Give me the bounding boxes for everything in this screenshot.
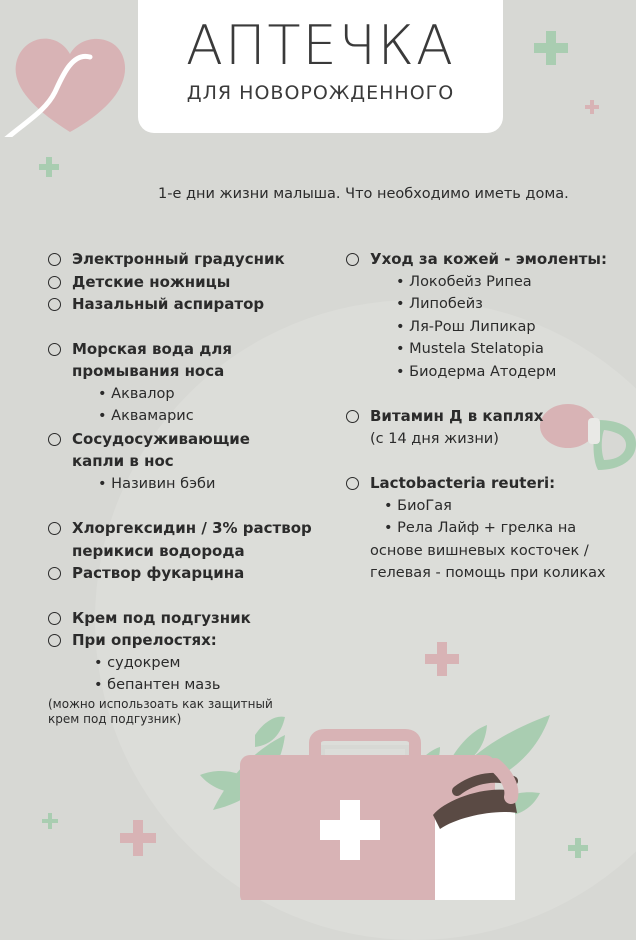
sub-item: • Аквалор [98, 385, 175, 402]
right-column [346, 248, 616, 585]
cross-icon [585, 100, 599, 114]
list-item: Хлоргексидин / 3% раствор перикиси водорода [48, 517, 338, 562]
first-aid-kit-illustration [195, 705, 555, 900]
page-title: АПТЕЧКА [186, 14, 455, 77]
sub-item: • бепантен мазь [94, 677, 221, 693]
circle-bullet-icon [346, 253, 359, 266]
list-item: Детские ножницы [48, 271, 338, 294]
sub-item-continuation: основе вишневых косточек / [370, 542, 589, 559]
circle-bullet-icon [48, 612, 61, 625]
cross-icon [568, 838, 588, 858]
sub-item: • Називин бэби [98, 475, 216, 492]
list-item: Lactobacteria reuteri: [346, 472, 616, 495]
list-item: Уход за кожей - эмоленты: [346, 248, 616, 271]
cross-icon [534, 31, 568, 65]
page-subtitle: ДЛЯ НОВОРОЖДЕННОГО [186, 82, 455, 104]
sub-item: • судокрем [94, 654, 181, 671]
circle-bullet-icon [346, 410, 359, 423]
sub-item: • Рела Лайф + грелка на [384, 520, 577, 536]
list-item: При опрелостях: [48, 629, 338, 652]
sub-item: • Липобейз [396, 296, 483, 312]
circle-bullet-icon [48, 276, 61, 289]
list-item: Сосудосуживающие капли в нос [48, 428, 338, 473]
left-column [48, 248, 338, 727]
circle-bullet-icon [346, 477, 359, 490]
list-item: Морская вода для промывания носа [48, 338, 338, 383]
intro-text: 1-е дни жизни малыша. Что необходимо иметь дома. [158, 186, 569, 202]
sub-item: • Ля-Рош Липикар [396, 318, 536, 335]
circle-bullet-icon [48, 343, 61, 356]
list-item: Электронный градусник [48, 248, 338, 271]
circle-bullet-icon [48, 253, 61, 266]
note-text: (с 14 дня жизни) [370, 430, 499, 447]
sub-item: • Биодерма Атодерм [396, 363, 557, 380]
circle-bullet-icon [48, 634, 61, 647]
sub-item: • Mustela Stelatopia [396, 341, 544, 357]
cross-icon [120, 820, 156, 856]
circle-bullet-icon [48, 522, 61, 535]
circle-bullet-icon [48, 298, 61, 311]
cross-icon [425, 642, 459, 676]
list-item: Назальный аспиратор [48, 293, 338, 316]
sub-item-continuation: гелевая - помощь при коликах [370, 565, 606, 581]
sub-item: • Аквамарис [98, 408, 194, 424]
list-item: Раствор фукарцина [48, 562, 338, 585]
heart-icon [0, 22, 140, 137]
list-item: Витамин Д в каплях [346, 405, 616, 428]
title-card [138, 0, 503, 133]
sub-item: • Локобейз Рипеа [396, 273, 532, 290]
circle-bullet-icon [48, 433, 61, 446]
cross-icon [42, 813, 58, 829]
circle-bullet-icon [48, 567, 61, 580]
list-item: Крем под подгузник [48, 607, 338, 630]
note-text: (можно использоать как защитный крем под подгузник) [48, 696, 273, 726]
cross-icon [39, 157, 59, 177]
sub-item: • БиоГая [384, 497, 452, 514]
